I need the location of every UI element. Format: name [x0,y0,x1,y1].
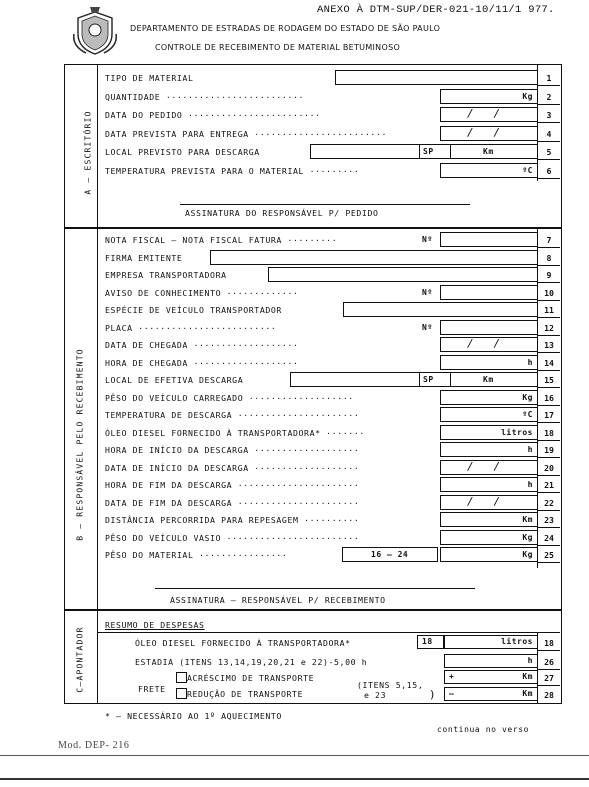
value-field[interactable] [440,512,538,527]
item-number: 17 [544,410,554,420]
value-field[interactable] [440,460,538,475]
km-label: Km [483,375,494,384]
km-field[interactable] [450,372,538,387]
item-number: 15 [544,375,554,385]
unit-label: Kg [522,392,533,402]
value-field[interactable] [440,107,538,122]
b-row-label: PLACA ························· [105,322,277,333]
item-number: 3 [546,110,552,121]
state-seal [72,4,118,56]
unit-label: Kg [522,532,533,542]
value-field[interactable] [440,425,538,440]
row-divider [537,387,560,388]
b-row-label: HORA DE INÍCIO DA DESCARGA ··················· [105,445,360,455]
value-field[interactable] [440,163,538,178]
itens-ref-2: e 23 [364,690,387,700]
row-divider [537,335,560,336]
row-divider [537,545,560,546]
row-divider [537,300,560,301]
row-divider [537,85,560,86]
local-field[interactable] [310,144,420,159]
value-field[interactable] [440,355,538,370]
value-field[interactable] [440,477,538,492]
row-divider [537,492,560,493]
date-slashes: / / [467,125,501,139]
value-field[interactable] [440,126,538,141]
diesel-summary-label: ÓLEO DIESEL FORNECIDO À TRANSPORTADORA* [135,638,351,648]
item-number: 1 [546,73,552,83]
date-slashes: / / [467,459,501,473]
item-number: 21 [544,480,554,490]
date-slashes: / / [467,337,501,350]
item-number: 19 [544,445,554,455]
b-row-label: PÊSO DO MATERIAL ················ [105,550,288,560]
row-divider [537,527,560,528]
item-number: 18 [544,427,554,438]
especie-field[interactable] [343,302,538,317]
item-number: 9 [546,270,552,280]
date-slashes: / / [467,107,501,121]
unit-label: Km [522,515,533,524]
itens-ref: (ITENS 5,15, [357,680,424,690]
value-field[interactable] [440,407,538,422]
continua-note: continua no verso [437,725,530,734]
value-field[interactable] [440,285,538,300]
a-row-label: TIPO DE MATERIAL [105,73,194,83]
item-number: 12 [544,322,554,333]
b-signature-label: ASSINATURA — RESPONSÁVEL P/ RECEBIMENTO [170,595,386,605]
row-divider [537,141,560,142]
b-row-label: LOCAL DE EFETIVA DESCARGA [105,375,244,385]
item-number: 22 [544,497,554,508]
number-sign: Nº [422,287,433,297]
row-divider [537,282,560,283]
unit-label: Kg [522,550,533,559]
estadia-value-box[interactable]: h [444,654,538,668]
b-row-label: PÊSO DO VEÍCULO CARREGADO ··················· [105,392,354,403]
uf-label: SP [423,147,434,157]
frete-label: FRETE [138,684,166,694]
unit-label: Kg [522,91,533,101]
row-divider [537,352,560,353]
item-number: 7 [546,235,552,245]
itens-ref-close: ) [429,688,437,701]
firma-emitente-field[interactable] [210,250,538,265]
item-number: 6 [546,166,552,176]
summary-title: RESUMO DE DESPESAS [105,620,205,630]
b-row-label: HORA DE CHEGADA ··················· [105,357,299,368]
row-divider [537,562,560,563]
b-row-label: FIRMA EMITENTE [105,252,183,263]
a-signature-label: ASSINATURA DO RESPONSÁVEL P/ PEDIDO [185,208,379,218]
unit-label: h [527,357,533,367]
value-field[interactable] [440,89,538,104]
item-number: 20 [544,462,554,473]
b-row-label: NOTA FISCAL — NOTA FISCAL FATURA ········· [105,235,338,245]
item-number: 5 [546,147,552,158]
b-row-label: ESPÉCIE DE VEÍCULO TRANSPORTADOR [105,305,282,315]
row-divider [537,159,560,160]
unit-label: ºC [522,166,533,175]
item-number: 10 [544,287,554,298]
diesel-ref-box[interactable]: 18 [417,635,444,649]
unit-label: ºC [522,410,533,419]
item-number: 25 [544,550,554,560]
item-number: 27 [544,673,554,683]
item-number: 11 [544,305,554,315]
value-field[interactable] [440,495,538,510]
peso-calc-field[interactable] [342,547,438,562]
local-field[interactable] [290,372,420,387]
b-row-label: EMPRESA TRANSPORTADORA [105,270,227,280]
item-number: 24 [544,532,554,543]
row-divider [537,247,560,248]
a-row-label: DATA DO PEDIDO ························ [105,110,321,121]
value-field[interactable] [440,547,538,562]
value-field[interactable] [440,390,538,405]
b-row-label: DATA DE CHEGADA ··················· [105,340,299,350]
row-divider [537,405,560,406]
b-row-label: AVISO DE CONHECIMENTO ············· [105,287,299,298]
a-row-label: DATA PREVISTA PARA ENTREGA ························ [105,128,387,139]
acrescimo-checkbox[interactable] [176,672,187,683]
reducao-value-box[interactable]: — Km [444,687,538,701]
row-divider [537,440,560,441]
row-divider [537,510,560,511]
unit-label: h [527,480,533,489]
footnote: * — NECESSÁRIO AO 1º AQUECIMENTO [105,711,282,721]
row-divider [537,104,560,105]
value-field[interactable] [440,337,538,352]
b-row-label: HORA DE FIM DA DESCARGA ······················ [105,480,360,490]
number-sign: Nº [422,322,433,332]
acrescimo-label: ACRÉSCIMO DE TRANSPORTE [187,673,315,683]
uf-field[interactable] [419,144,451,159]
section-c-label: C—APONTADOR [75,626,85,693]
row-divider [537,457,560,458]
b-row-label: DISTÂNCIA PERCORRIDA PARA REPESAGEM ·········· [105,515,360,525]
item-number: 8 [546,252,552,263]
a-row-label: LOCAL PREVISTO PARA DESCARGA [105,147,260,158]
calc-label: 16 — 24 [371,550,409,559]
number-sign: Nº [422,235,433,244]
row-divider [537,422,560,423]
item-number: 13 [544,340,554,350]
b-row-label: DATA DE FIM DA DESCARGA ······················ [105,497,360,508]
item-number: 14 [544,357,554,368]
item-number: 23 [544,515,554,525]
annex-reference: ANEXO À DTM-SUP/DER-021-10/11/1 977. [317,4,555,16]
diesel-value-box[interactable]: litros [444,635,538,649]
b-row-label: ÓLEO DIESEL FORNECIDO À TRANSPORTADORA* ······· [105,427,365,438]
section-a-label: A — ESCRITÓRIO [83,110,93,195]
value-field[interactable] [440,442,538,457]
uf-label: SP [423,375,434,384]
form-title: CONTROLE DE RECEBIMENTO DE MATERIAL BETUMINOSO [155,43,401,52]
row-divider [537,265,560,266]
b-row-label: DATA DE INÍCIO DA DESCARGA ··················· [105,462,360,473]
b-row-label: TEMPERATURA DE DESCARGA ······················ [105,410,360,420]
value-field[interactable] [440,320,538,335]
tipo-material-field[interactable] [335,70,538,85]
item-number: 4 [546,128,552,139]
value-field[interactable] [440,232,538,247]
unit-label: litros [501,427,533,437]
a-row-label: TEMPERATURA PREVISTA PARA O MATERIAL ········· [105,166,360,176]
acrescimo-value-box[interactable]: + Km [444,670,538,684]
reducao-checkbox[interactable] [176,688,187,699]
km-label: Km [483,147,494,157]
km-field[interactable] [450,144,538,159]
date-slashes: / / [467,494,501,508]
model-code: Mod. DEP- 216 [58,740,130,751]
empresa-field[interactable] [268,267,538,282]
item-number: 26 [544,657,554,667]
row-divider [537,370,560,371]
row-divider [537,317,560,318]
a-row-label: QUANTIDADE ························· [105,91,305,102]
reducao-label: REDUÇÃO DE TRANSPORTE [187,689,304,699]
row-divider [537,475,560,476]
item-number: 18 [544,638,554,648]
b-row-label: PÊSO DO VEÍCULO VASIO ························ [105,532,360,543]
value-field[interactable] [440,530,538,545]
estadia-label: ESTADIA (ITENS 13,14,19,20,21 e 22)-5,00 h [135,657,368,667]
item-number: 16 [544,392,554,403]
item-number: 2 [546,91,552,102]
item-number: 28 [544,690,554,700]
uf-field[interactable] [419,372,451,387]
unit-label: h [527,445,533,454]
row-divider [537,122,560,123]
row-divider [537,178,560,179]
section-b-label: B — RESPONSÁVEL PELO RECEBIMENTO [75,348,85,541]
department-title: DEPARTAMENTO DE ESTRADAS DE RODAGEM DO ESTADO DE SÃO PAULO [130,24,441,33]
